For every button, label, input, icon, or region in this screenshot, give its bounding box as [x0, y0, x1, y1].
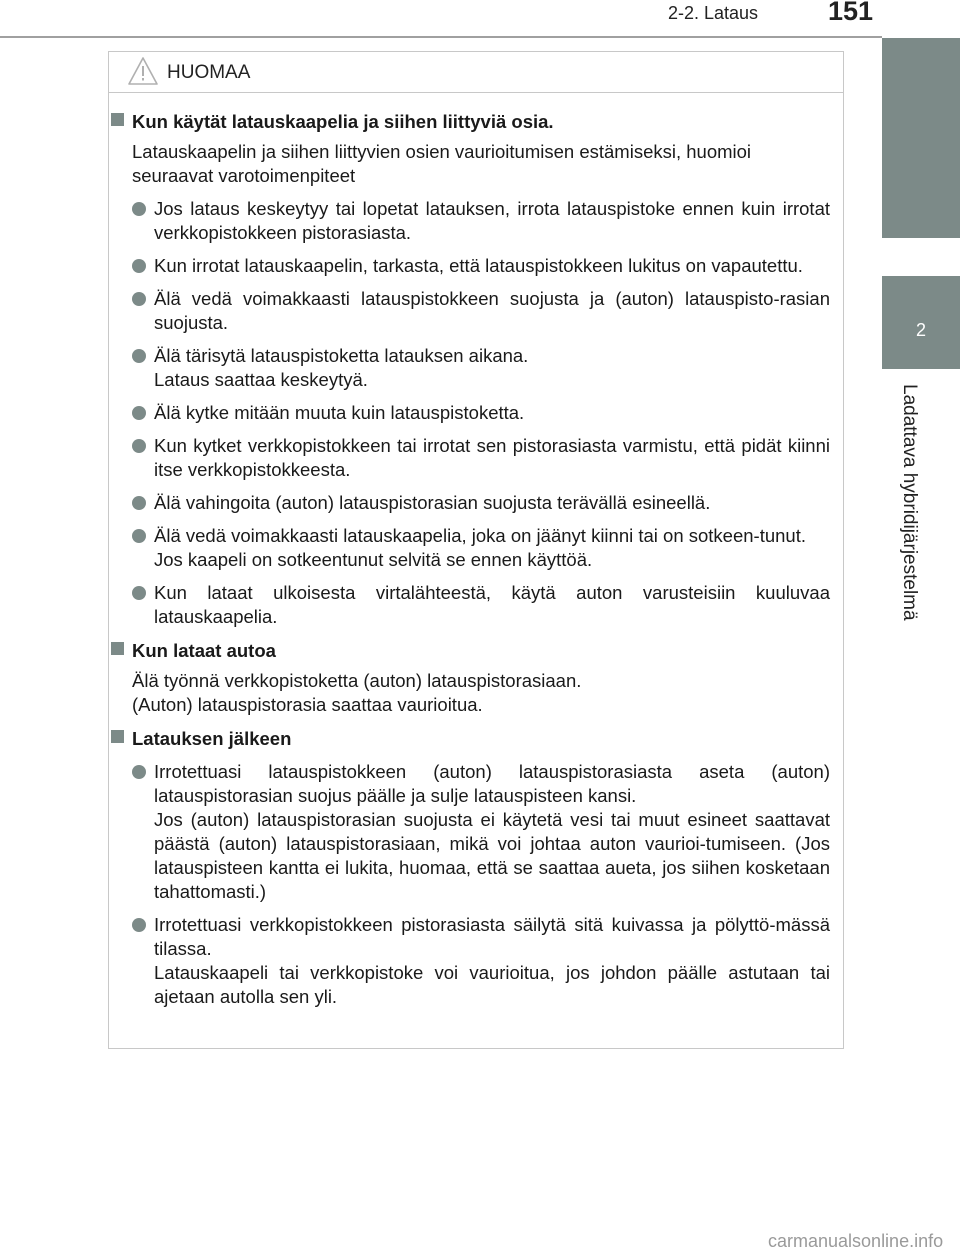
round-bullet-icon — [132, 529, 146, 543]
chapter-number: 2 — [915, 320, 926, 340]
bullet-text: Älä kytke mitään muuta kuin latauspistoketta. — [154, 402, 525, 423]
bullet-text: Latauskaapeli tai verkkopistoke voi vaurioitua, jos johdon päälle astutaan tai ajetaan autolla sen yli. — [154, 962, 830, 1007]
warning-triangle-icon — [127, 56, 159, 86]
round-bullet-icon — [132, 292, 146, 306]
caution-box-header — [109, 52, 843, 93]
bullet-item — [132, 197, 830, 245]
page-number: 151 — [828, 0, 874, 26]
bullet-text: Älä vahingoita (auton) latauspistorasian suojusta terävällä esineellä. — [154, 492, 711, 513]
bullet-item — [132, 581, 830, 629]
bullet-text: Kun irrotat latauskaapelin, tarkasta, että latauspistokkeen lukitus on vapautettu. — [154, 255, 803, 276]
square-bullet-icon — [111, 642, 124, 655]
round-bullet-icon — [132, 349, 146, 363]
bullet-text: Älä vedä voimakkaasti latauskaapelia, joka on jäänyt kiinni tai on sotkeen-tunut. — [154, 525, 806, 546]
square-bullet-icon — [111, 113, 124, 126]
section-heading-text: Latauksen jälkeen — [132, 728, 292, 749]
intro-text: Älä työnnä verkkopistoketta (auton) latauspistorasiaan. — [132, 670, 582, 691]
caution-section — [108, 727, 844, 1009]
bullet-text: Kun kytket verkkopistokkeen tai irrotat sen pistorasiasta varmistu, että pidät kiinni itse verkkopistokkeesta. — [154, 435, 830, 480]
bullet-item — [132, 401, 830, 425]
round-bullet-icon — [132, 406, 146, 420]
round-bullet-icon — [132, 496, 146, 510]
side-tab-strip — [882, 38, 960, 238]
bullet-text: Kun lataat ulkoisesta virtalähteestä, käytä auton varusteisiin kuuluvaa latauskaapelia. — [154, 582, 830, 627]
section-heading — [132, 727, 830, 751]
bullet-item — [132, 344, 830, 392]
section-heading-text: Kun lataat autoa — [132, 640, 276, 661]
bullet-item — [132, 254, 830, 278]
intro-text: Latauskaapelin ja siihen liittyvien osien vaurioitumisen estämiseksi, huomioi — [132, 141, 752, 162]
round-bullet-icon — [132, 586, 146, 600]
round-bullet-icon — [132, 202, 146, 216]
bullet-text: Älä tärisytä latauspistoketta latauksen aikana. — [154, 345, 529, 366]
bullet-text: Älä vedä voimakkaasti latauspistokkeen suojusta ja (auton) latauspisto-rasian suojusta. — [154, 288, 830, 333]
bullet-item — [132, 434, 830, 482]
bullet-item — [132, 524, 830, 572]
watermark: carmanualsonline.info — [768, 1231, 944, 1251]
section-heading — [132, 110, 830, 134]
bullet-item — [132, 287, 830, 335]
round-bullet-icon — [132, 259, 146, 273]
chapter-title: Ladattava hybridijärjestelmä — [899, 384, 920, 621]
caution-title: HUOMAA — [167, 62, 251, 83]
intro-text: (Auton) latauspistorasia saattaa vaurioitua. — [132, 694, 483, 715]
section-heading — [132, 639, 830, 663]
round-bullet-icon — [132, 918, 146, 932]
bullet-text: Jos (auton) latauspistorasian suojusta ei käytetä vesi tai muut esineet saattavat päästä (auton) latauspistorasiaan, mikä voi johtaa auton vaurioi-tumiseen. (Jos latauspisteen kantta ei lukita, huomaa, että se saattaa aueta, jos siihen kosketaan tahattomasti.) — [154, 809, 830, 902]
bullet-text: Irrotettuasi latauspistokkeen (auton) latauspistorasiasta aseta (auton) latauspistorasian suojus päälle ja sulje latauspisteen kansi. — [154, 761, 830, 806]
bullet-text: Jos lataus keskeytyy tai lopetat latauksen, irrota latauspistoke ennen kuin irrotat verkkopistokkeen pistorasiasta. — [154, 198, 830, 243]
caution-content — [108, 110, 844, 1009]
bullet-item — [132, 913, 830, 1009]
round-bullet-icon — [132, 439, 146, 453]
section-title: 2-2. Lataus — [668, 3, 759, 23]
intro-text: seuraavat varotoimenpiteet — [132, 165, 356, 186]
bullet-text: Lataus saattaa keskeytyä. — [154, 369, 368, 390]
bullet-item — [132, 491, 830, 515]
square-bullet-icon — [111, 730, 124, 743]
header-divider — [0, 36, 882, 38]
caution-section — [108, 110, 844, 629]
chapter-tab — [882, 276, 960, 369]
round-bullet-icon — [132, 765, 146, 779]
caution-section — [108, 639, 844, 717]
section-heading-text: Kun käytät latauskaapelia ja siihen liittyviä osia. — [132, 111, 554, 132]
bullet-item — [132, 760, 830, 904]
bullet-text: Jos kaapeli on sotkeentunut selvitä se ennen käyttöä. — [154, 549, 593, 570]
bullet-text: Irrotettuasi verkkopistokkeen pistorasiasta säilytä sitä kuivassa ja pölyttö-mässä tilassa. — [154, 914, 830, 959]
